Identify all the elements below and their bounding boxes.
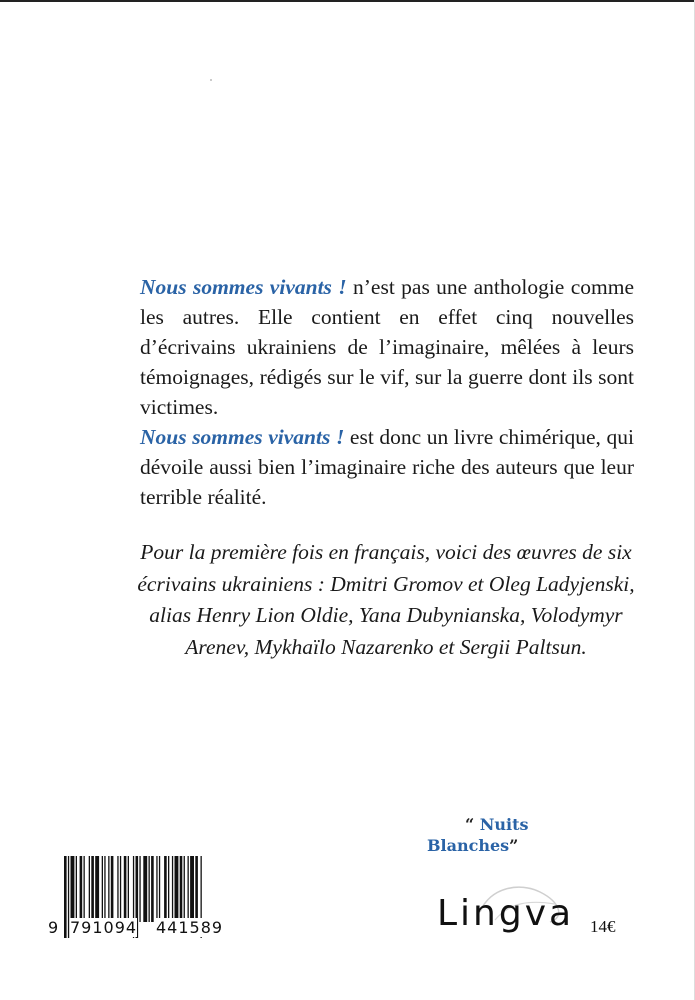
barcode-bar	[149, 856, 150, 922]
barcode-bar	[117, 856, 118, 922]
collection-name	[420, 814, 590, 856]
barcode-bar	[80, 856, 83, 922]
barcode-bar	[91, 856, 94, 922]
collection-word-2: Blanches	[427, 836, 510, 855]
blurb-paragraph-1	[140, 272, 634, 422]
barcode-bar	[164, 856, 167, 922]
book-title-mention: Nous sommes vivants !	[140, 425, 345, 449]
barcode-bar	[71, 856, 75, 922]
barcode-bar	[104, 856, 105, 922]
close-quote: ”	[509, 836, 519, 855]
barcode-bar	[180, 856, 183, 922]
collection-line-1	[420, 814, 590, 835]
barcode-bar	[184, 856, 185, 922]
isbn-first-digit: 9	[48, 918, 59, 937]
isbn-group-2: 441589	[156, 918, 224, 937]
price-label: 14€	[590, 917, 616, 936]
open-quote: “	[465, 815, 475, 834]
authors-intro: Pour la première fois en français, voici des œuvres de six écrivains ukrainiens : Dmitri Gromov et Oleg Ladyjenski, alias Henry Lion Oldie, Yana Dubynianska, Volodymyr Arenev, Mykhaïlo Nazarenko et Sergii Paltsun.	[137, 540, 635, 659]
barcode-bar	[124, 856, 127, 922]
barcode-bar	[102, 856, 103, 922]
barcode-bar	[143, 856, 147, 922]
barcode-bar	[95, 856, 99, 922]
barcode-bar	[195, 856, 198, 922]
isbn-group-1: 791094	[70, 918, 138, 937]
barcode-bar	[89, 856, 90, 922]
blurb-text-1: n’est pas une anthologie comme les autres. Elle contient en effet cinq nouvelles d’écrivains ukrainiens de l’imaginaire, mêlées à leurs témoignages, rédigés sur le vif, sur la guerre dont ils sont victimes.	[140, 275, 634, 419]
barcode-bar	[156, 856, 157, 922]
barcode-bar	[76, 856, 77, 922]
book-title-mention: Nous sommes vivants !	[140, 275, 347, 299]
barcode-bar	[120, 856, 121, 922]
blurb-text-2: est donc un livre chimérique, qui dévoile aussi bien l’imaginaire riche des auteurs que leur terrible réalité.	[140, 425, 634, 509]
barcode-bar	[175, 856, 179, 922]
barcode-bar	[84, 856, 85, 922]
barcode-bar	[172, 856, 173, 922]
collection-word-1: Nuits	[479, 815, 529, 834]
barcode-bar	[128, 856, 129, 922]
blurb-paragraph-2	[140, 422, 634, 512]
collection-line-2	[420, 835, 590, 856]
paper-speck	[210, 79, 212, 81]
publisher-logo: Lingva	[437, 893, 575, 934]
barcode-bar	[159, 856, 160, 922]
top-edge-line	[0, 0, 695, 2]
barcode-bar	[168, 856, 169, 922]
barcode-bar	[151, 856, 154, 922]
barcode-bar	[190, 856, 194, 922]
back-cover-blurb	[140, 272, 634, 512]
barcode-bar	[108, 856, 109, 922]
barcode-bar	[188, 856, 189, 922]
isbn-digits	[48, 918, 232, 940]
barcode-bar	[139, 856, 140, 922]
barcode-bar	[111, 856, 114, 922]
